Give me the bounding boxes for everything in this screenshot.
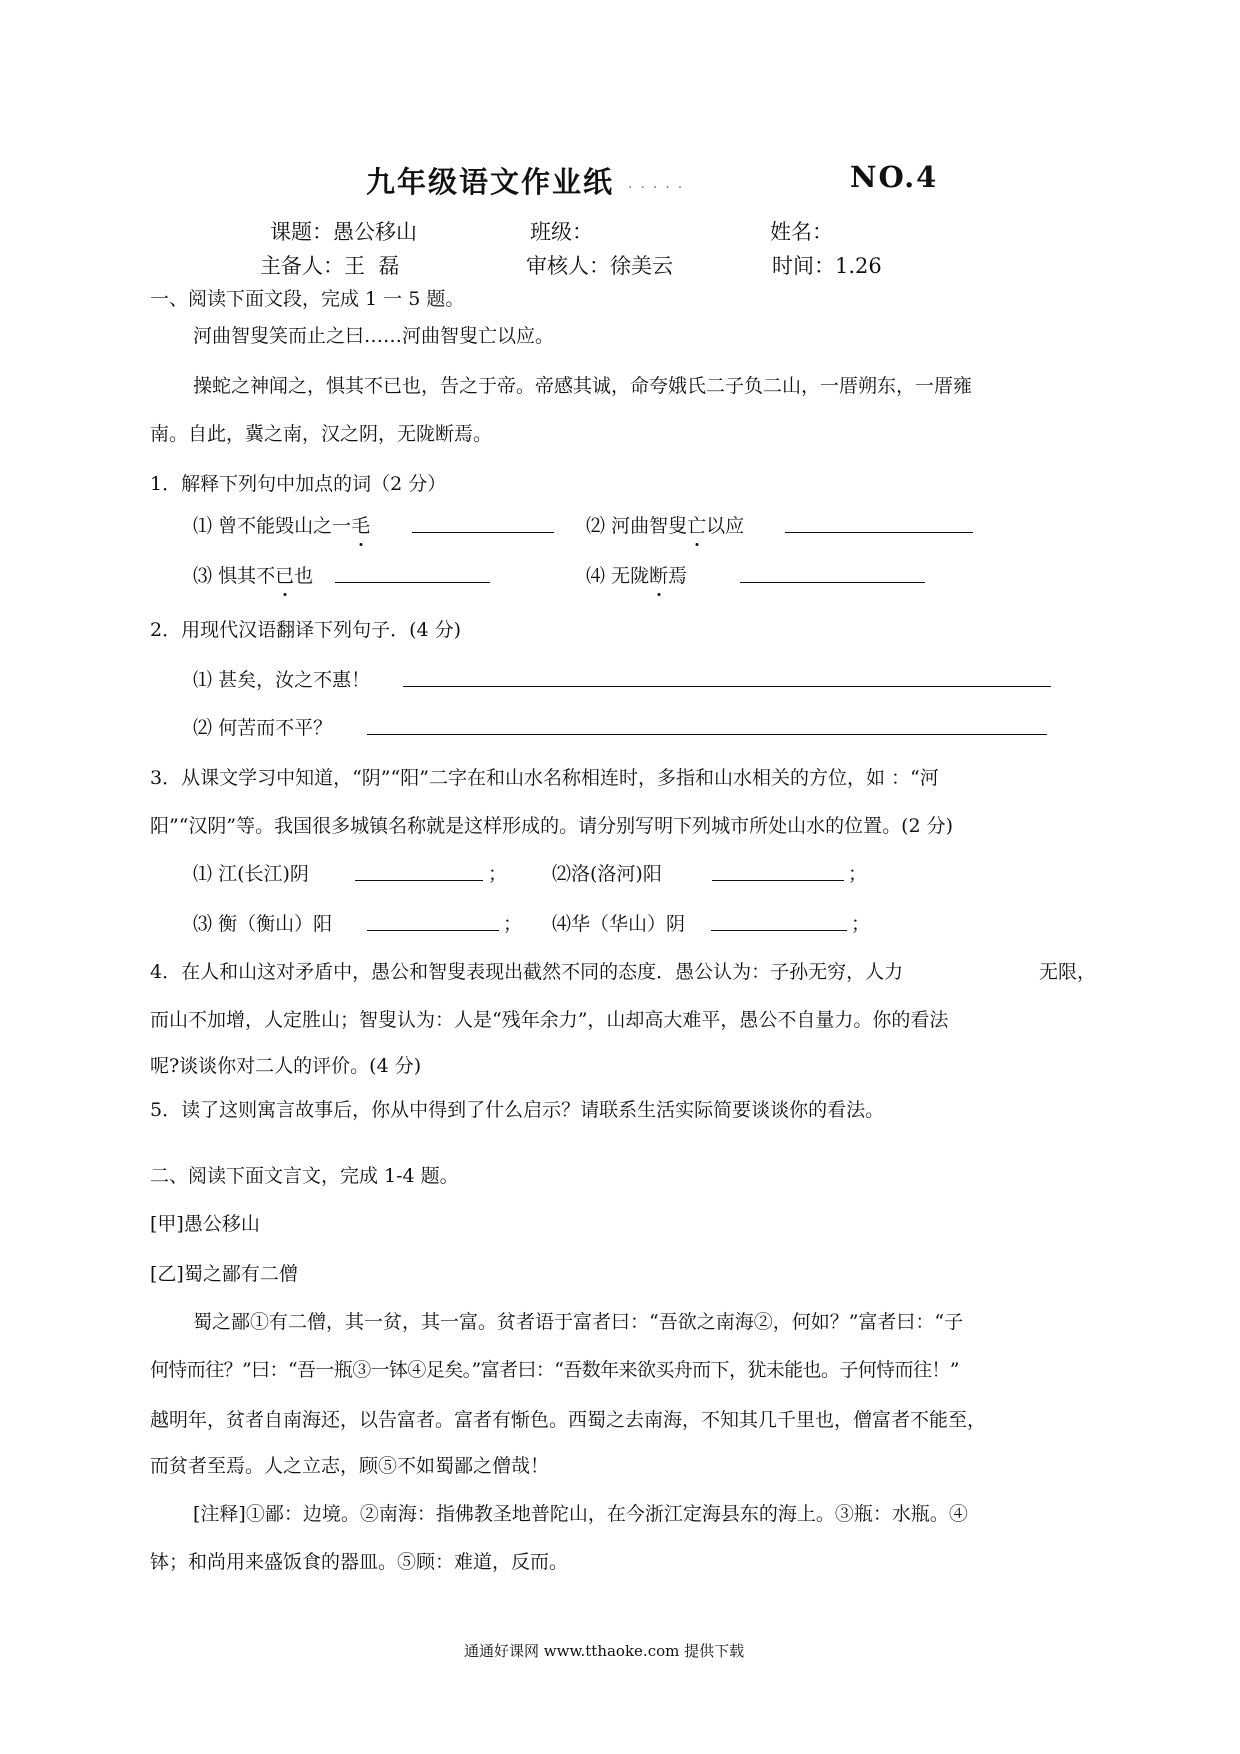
part1-passage-line1: 河曲智叟笑而止之曰……河曲智叟亡以应。 — [193, 325, 555, 347]
q3-item-1-num: ⑴ — [193, 863, 213, 885]
q2-answer-1-line[interactable] — [403, 668, 1051, 687]
q1-answer-2-blank[interactable] — [785, 514, 973, 533]
q3-item-1 — [193, 860, 309, 888]
reviewer-value: 徐美云 — [610, 254, 673, 278]
q3-stem-line2: 阳”“汉阴”等。我国很多城镇名称就是这样形成的。请分别写明下列城市所处山水的位置。(2 分) — [150, 815, 954, 837]
q1-answer-1-blank[interactable] — [412, 514, 554, 533]
q3-answer-3-blank[interactable] — [367, 912, 499, 931]
topic-row — [270, 216, 417, 246]
preparer-value: 王 磊 — [344, 254, 400, 278]
part2-text-jia-title: [甲]愚公移山 — [150, 1213, 260, 1235]
q1-item-4-num: ⑷ — [586, 565, 606, 587]
topic-label: 课题： — [270, 220, 333, 244]
q3-item-2: ⑵洛(洛河)阳 — [552, 863, 662, 885]
time-label: 时间： — [772, 254, 835, 278]
q1-item-2 — [586, 512, 744, 540]
part2-heading: 二、阅读下面文言文，完成 1-4 题。 — [150, 1165, 459, 1187]
q5-stem: 5．读了这则寓言故事后，你从中得到了什么启示？请联系生活实际简要谈谈你的看法。 — [150, 1099, 885, 1121]
q1-item-4-text: 无陇 — [611, 565, 650, 587]
q3-item-4: ⑷华（华山）阴 — [552, 913, 686, 935]
q3-item-3-semicolon: ； — [503, 913, 523, 935]
q1-item-1-text: 曾不能毁山之一 — [218, 515, 352, 537]
q2-stem: 2．用现代汉语翻译下列句子．(4 分) — [150, 619, 462, 641]
q3-answer-4-blank[interactable] — [711, 912, 847, 931]
q1-item-1-num: ⑴ — [193, 515, 213, 537]
q1-item-3-text-post: 也 — [294, 565, 314, 587]
part2-passage-line3: 越明年，贫者自南海还，以告富者。富者有惭色。西蜀之去南海，不知其几千里也，僧富者不能至， — [150, 1409, 987, 1431]
q1-answer-4-blank[interactable] — [740, 564, 925, 583]
q4-stem-line3: 呢?谈谈你对二人的评价。(4 分) — [150, 1055, 422, 1077]
q1-item-4 — [586, 562, 687, 590]
name-label: 姓名： — [770, 220, 833, 244]
q1-answer-3-blank[interactable] — [335, 564, 490, 583]
topic-value: 愚公移山 — [333, 220, 417, 244]
part2-passage-line1: 蜀之鄙①有二僧，其一贫，其一富。贫者语于富者曰：“吾欲之南海②，何如？”富者曰：“子 — [193, 1311, 964, 1333]
q1-item-1 — [193, 512, 370, 540]
worksheet-number: NO.4 — [850, 160, 939, 194]
q1-item-2-text-post: 以应 — [706, 515, 745, 537]
worksheet-title: 九年级语文作业纸 — [366, 165, 615, 199]
q1-item-3-text: 惧其不 — [218, 565, 276, 587]
part2-passage-line2: 何恃而往？”曰：“吾一瓶③一钵④足矣。”富者曰：“吾数年来欲买舟而下，犹未能也。子何恃而往！” — [150, 1359, 959, 1381]
q3-item-1-semicolon: ； — [488, 863, 508, 885]
q3-item-2-semicolon: ； — [848, 863, 868, 885]
q4-stem-line1: 4．在人和山这对矛盾中，愚公和智叟表现出截然不同的态度．愚公认为：子孙无穷，人力 — [150, 961, 904, 983]
q3-item-4-semicolon: ； — [851, 913, 871, 935]
time-row — [772, 250, 882, 280]
q2-item-1 — [193, 666, 370, 694]
title-dots: ..... — [628, 176, 691, 192]
q2-item-2-num: ⑵ — [193, 717, 213, 739]
q3-answer-2-blank[interactable] — [712, 862, 844, 881]
part2-notes-line2: 钵；和尚用来盛饭食的器皿。⑤顾：难道，反而。 — [150, 1551, 569, 1573]
q1-stem: 1．解释下列句中加点的词（2 分） — [150, 473, 447, 495]
reviewer-label: 审核人： — [526, 254, 610, 278]
part1-passage-line2: 操蛇之神闻之，惧其不已也，告之于帝。帝感其诚，命夸娥氏二子负二山，一厝朔东，一厝雍 — [193, 375, 973, 397]
q1-item-3-dotted-word: 已 — [275, 562, 294, 590]
q1-item-3 — [193, 562, 313, 590]
q2-answer-2-line[interactable] — [367, 716, 1047, 735]
reviewer-row — [526, 250, 673, 280]
part2-text-yi-title: [乙]蜀之鄙有二僧 — [150, 1263, 298, 1285]
q1-item-1-dotted-word: 毛 — [351, 512, 370, 540]
q1-item-3-num: ⑶ — [193, 565, 213, 587]
q3-item-3-num: ⑶ — [193, 913, 213, 935]
preparer-label: 主备人： — [260, 254, 344, 278]
q4-stem-line1-end: 无限， — [1039, 961, 1097, 983]
q3-item-3-text: 衡（衡山）阳 — [218, 913, 333, 935]
part1-passage-line3: 南。自此，冀之南，汉之阴，无陇断焉。 — [150, 423, 493, 445]
q1-item-2-num: ⑵ — [586, 515, 606, 537]
q3-stem-line1: 3．从课文学习中知道，“阴”“阳”二字在和山水名称相连时，多指和山水相关的方位，如 ：“河 — [150, 767, 939, 789]
q2-item-2 — [193, 714, 332, 742]
q1-item-2-dotted-word: 亡 — [687, 512, 706, 540]
q1-item-4-text-post: 焉 — [668, 565, 688, 587]
q2-item-1-text: 甚矣，汝之不惠！ — [218, 669, 371, 691]
q2-item-2-text: 何苦而不平？ — [218, 717, 333, 739]
q1-item-2-text: 河曲智叟 — [611, 515, 688, 537]
q2-item-1-num: ⑴ — [193, 669, 213, 691]
q3-item-3 — [193, 910, 332, 938]
q3-item-1-text: 江(长江)阴 — [218, 863, 309, 885]
part1-heading: 一、阅读下面文段，完成 1 一 5 题。 — [150, 288, 465, 310]
preparer-row — [260, 250, 399, 280]
q3-answer-1-blank[interactable] — [355, 862, 483, 881]
part2-passage-line4: 而贫者至焉。人之立志，顾⑤不如蜀鄙之僧哉！ — [150, 1455, 550, 1477]
class-label: 班级： — [530, 220, 593, 244]
page-footer: 通通好课网 www.tthaoke.com 提供下载 — [464, 1642, 745, 1660]
time-value: 1.26 — [835, 254, 882, 278]
q4-stem-line2: 而山不加增，人定胜山；智叟认为：人是“残年余力”，山却高大难平，愚公不自量力。你的看法 — [150, 1009, 949, 1031]
q1-item-4-dotted-word: 断 — [649, 562, 668, 590]
part2-notes-line1: [注释]①鄙：边境。②南海：指佛教圣地普陀山，在今浙江定海县东的海上。③瓶：水瓶。④ — [193, 1503, 968, 1525]
